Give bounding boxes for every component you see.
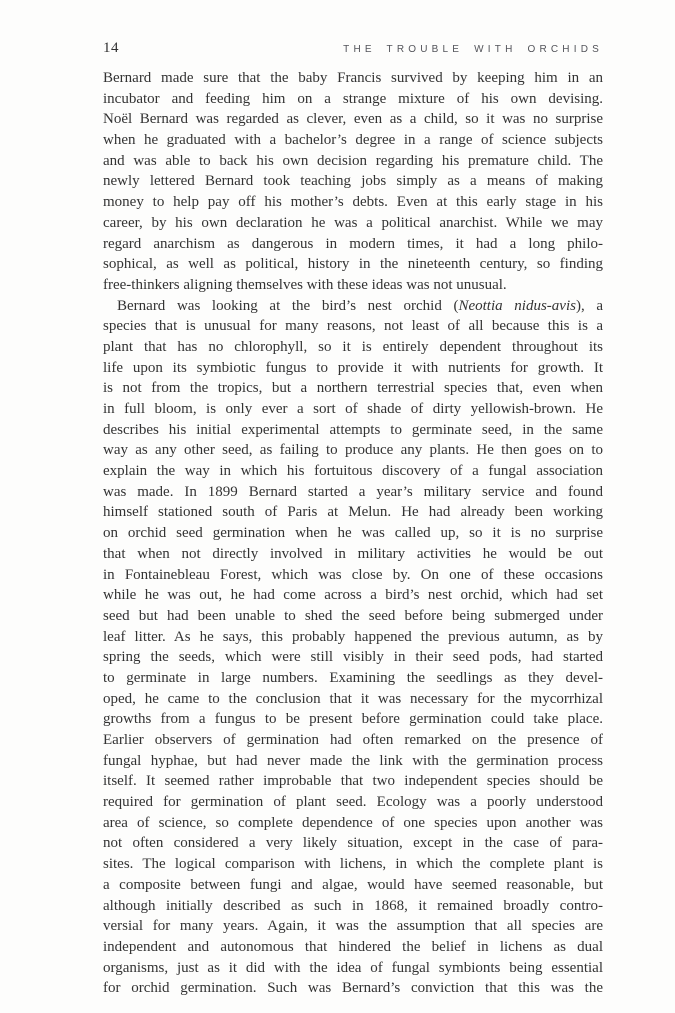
text-line: sophical, as well as political, history in the nineteenth century, so finding <box>103 256 603 273</box>
text-line: not often considered a very likely situation, except in the case of para- <box>103 835 603 852</box>
text-line: area of science, so complete dependence of one species upon another was <box>103 814 603 831</box>
text-line: for orchid germination. Such was Bernard’s conviction that this was the <box>103 980 603 997</box>
italic-species-name: Neottia nidus-avis <box>458 297 576 314</box>
text-line: was made. In 1899 Bernard started a year’s military service and found <box>103 483 603 500</box>
text-line: plant that has no chlorophyll, so it is entirely dependent throughout its <box>103 338 603 355</box>
text-line: required for germination of plant seed. Ecology was a poorly understood <box>103 794 603 811</box>
paragraph-1 <box>103 68 603 296</box>
text-line: Earlier observers of germination had often remarked on the presence of <box>103 732 603 748</box>
text-line: spring the seeds, which were still visibly in their seed pods, had started <box>103 649 603 666</box>
text-line: life upon its symbiotic fungus to provide it with nutrients for growth. It <box>103 359 603 376</box>
text-line: explain the way in which his fortuitous discovery of a fungal association <box>103 463 603 480</box>
text-line: itself. It seemed rather improbable that two independent species should be <box>103 773 603 790</box>
text-line: leaf litter. As he says, this probably happened the previous autumn, as by <box>103 628 603 645</box>
text-line: on orchid seed germination when he was called up, so it is no surprise <box>103 525 603 542</box>
page-number: 14 <box>103 40 119 56</box>
text-line: oped, he came to the conclusion that it was necessary for the mycorrhizal <box>103 690 603 707</box>
text-line: regard anarchism as dangerous in modern times, it had a long philo- <box>103 235 603 252</box>
running-header-title: THE TROUBLE WITH ORCHIDS <box>343 44 603 55</box>
text-line: versial for many years. Again, it was the assumption that all species are <box>103 918 603 935</box>
paragraph-2 <box>103 296 603 999</box>
text-line: career, by his own declaration he was a political anarchist. While we may <box>103 214 603 231</box>
text-line: way as any other seed, as failing to produce any plants. He then goes on to <box>103 442 603 459</box>
page-body <box>103 68 603 999</box>
text-line: incubator and feeding him on a strange mixture of his own devising. <box>103 90 603 107</box>
text-line: money to help pay off his mother’s debts. Even at this early stage in his <box>103 194 603 211</box>
text-line: and was able to back his own decision regarding his premature child. The <box>103 152 603 169</box>
text-line: Noël Bernard was regarded as clever, even as a child, so it was no surprise <box>103 111 603 128</box>
text-line: organisms, just as it did with the idea of fungal symbionts being essential <box>103 959 603 976</box>
text-line: free-thinkers aligning themselves with these ideas was not unusual. <box>103 276 507 293</box>
text-line: is not from the tropics, but a northern terrestrial species that, even when <box>103 380 603 397</box>
text-line: species that is unusual for many reasons, not least of all because this is a <box>103 318 603 335</box>
text-line: sites. The logical comparison with lichens, in which the complete plant is <box>103 856 603 873</box>
text-line: in Fontainebleau Forest, which was close by. On one of these occasions <box>103 566 603 583</box>
text-line: in full bloom, is only ever a sort of shade of dirty yellowish-brown. He <box>103 401 603 417</box>
text-line: Bernard made sure that the baby Francis survived by keeping him in an <box>103 70 603 86</box>
running-head <box>103 40 603 57</box>
text-line: growths from a fungus to be present before germination could take place. <box>103 711 603 728</box>
text-line: himself stationed south of Paris at Melun. He had already been working <box>103 504 603 521</box>
text-line: newly lettered Bernard took teaching jobs simply as a means of making <box>103 173 603 190</box>
text-line: independent and autonomous that hindered the belief in lichens as dual <box>103 938 603 955</box>
text-line: seed but had been unable to shed the seed before being submerged under <box>103 607 603 624</box>
text-line: fungal hyphae, but had never made the link with the germination process <box>103 752 603 769</box>
text-line: a composite between fungi and algae, would have seemed reasonable, but <box>103 876 603 893</box>
text-line: while he was out, he had come across a bird’s nest orchid, which had set <box>103 587 603 604</box>
text-line: although initially described as such in 1868, it remained broadly contro- <box>103 897 603 914</box>
text-line: when he graduated with a bachelor’s degree in a range of science subjects <box>103 132 603 149</box>
text-line: to germinate in large numbers. Examining the seedlings as they devel- <box>103 669 603 686</box>
text-line: that when not directly involved in military activities he would be out <box>103 545 603 562</box>
text-line: Bernard was looking at the bird’s nest orchid (Neottia nidus-avis), a <box>117 297 604 314</box>
text-line: describes his initial experimental attempts to germinate seed, in the same <box>103 421 603 438</box>
